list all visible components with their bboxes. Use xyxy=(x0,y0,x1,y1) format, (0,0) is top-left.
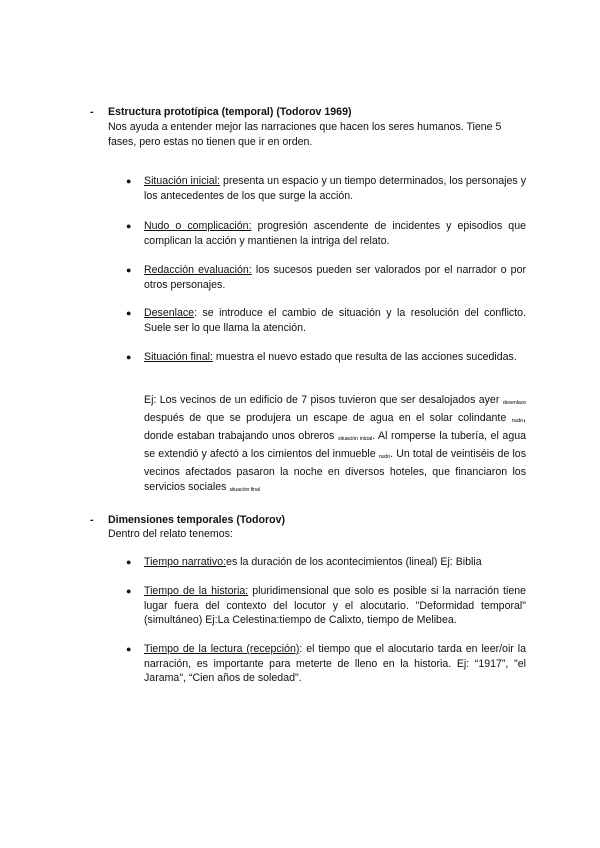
bullet-dot-icon: ● xyxy=(126,221,132,231)
bullet-dot-icon: ● xyxy=(126,644,132,654)
bullet-term: Redacción evaluación: xyxy=(144,264,252,276)
bullet-text: progresión ascendente de incidentes y episodios que complican la acción y mantienen la intriga del relato. xyxy=(144,220,526,247)
annotation-tag: desenlace xyxy=(502,400,526,406)
example-paragraph: Ej: Los vecinos de un edificio de 7 pisos tuvieron que ser desalojados ayer desenlace después de que se produjera un escape de agua en el solar colindante nudo, donde estaban trabajando unos obreros situación inicial. Al romperse la tubería, el agua se extendió y afectó a los cimientos del inmueble nudo. Un total de veintiséis de los vecinos afectados pasaron la noche en diversos hoteles, que financiaron los servicios sociales situación final xyxy=(144,394,526,493)
bullet-text: es la duración de los acontecimientos (lineal) Ej: Biblia xyxy=(226,556,482,568)
bullet-term: Tiempo de la lectura (recepción) xyxy=(144,643,300,655)
list-dash: - xyxy=(90,514,94,526)
bullet-dot-icon: ● xyxy=(126,265,132,275)
bullet-term: Nudo o complicación: xyxy=(144,220,252,232)
annotation-tag: nudo xyxy=(511,418,524,424)
bullet-term: Desenlace xyxy=(144,307,195,319)
bullet-dot-icon: ● xyxy=(126,557,132,567)
bullet-dot-icon: ● xyxy=(126,308,132,318)
bullet-text: muestra el nuevo estado que resulta de las acciones sucedidas. xyxy=(212,351,517,363)
bullet-dot-icon: ● xyxy=(126,352,132,362)
bullet-term: Situación inicial: xyxy=(144,175,220,187)
annotation-tag: situación final xyxy=(229,487,260,493)
bullet-term: Tiempo de la historia: xyxy=(144,585,249,597)
bullet-text: presenta un espacio y un tiempo determinados, los personajes y los antecedentes de los que surge la acción. xyxy=(144,175,526,202)
annotation-tag: nudo xyxy=(378,454,391,460)
bullet-dot-icon: ● xyxy=(126,586,132,596)
bullet-term: Situación final: xyxy=(144,351,213,363)
annotation-tag: situación inicial xyxy=(337,436,373,442)
bullet-text: : se introduce el cambio de situación y la resolución del conflicto. Suele ser lo que llama la atención. xyxy=(144,307,526,334)
section-intro: Nos ayuda a entender mejor las narraciones que hacen los seres humanos. Tiene 5 fases, pero estas no tienen que ir en orden. xyxy=(108,121,502,148)
list-dash: - xyxy=(90,106,94,118)
section-heading: Estructura prototípica (temporal) (Todorov 1969) xyxy=(108,106,352,118)
section-heading: Dimensiones temporales (Todorov) xyxy=(108,514,285,526)
bullet-term: Tiempo narrativo: xyxy=(144,556,227,568)
bullet-text: los sucesos pueden ser valorados por el narrador o por otros personajes. xyxy=(144,264,526,291)
bullet-text: pluridimensional que solo es posible si la narración tiene lugar fuera del contexto del locutor y el alocutario. "Deformidad temporal" (simultáneo) Ej:La Celestina:tiempo de Calixto, tiempo de Melibea. xyxy=(144,585,526,627)
bullet-text: : el tiempo que el alocutario tarda en leer/oir la narración, es importante para meterte de lleno en la historia. Ej: “1917”, "el Jarama", “Cien años de soledad". xyxy=(144,643,526,685)
bullet-dot-icon: ● xyxy=(126,176,132,186)
section-intro: Dentro del relato tenemos: xyxy=(108,528,233,540)
